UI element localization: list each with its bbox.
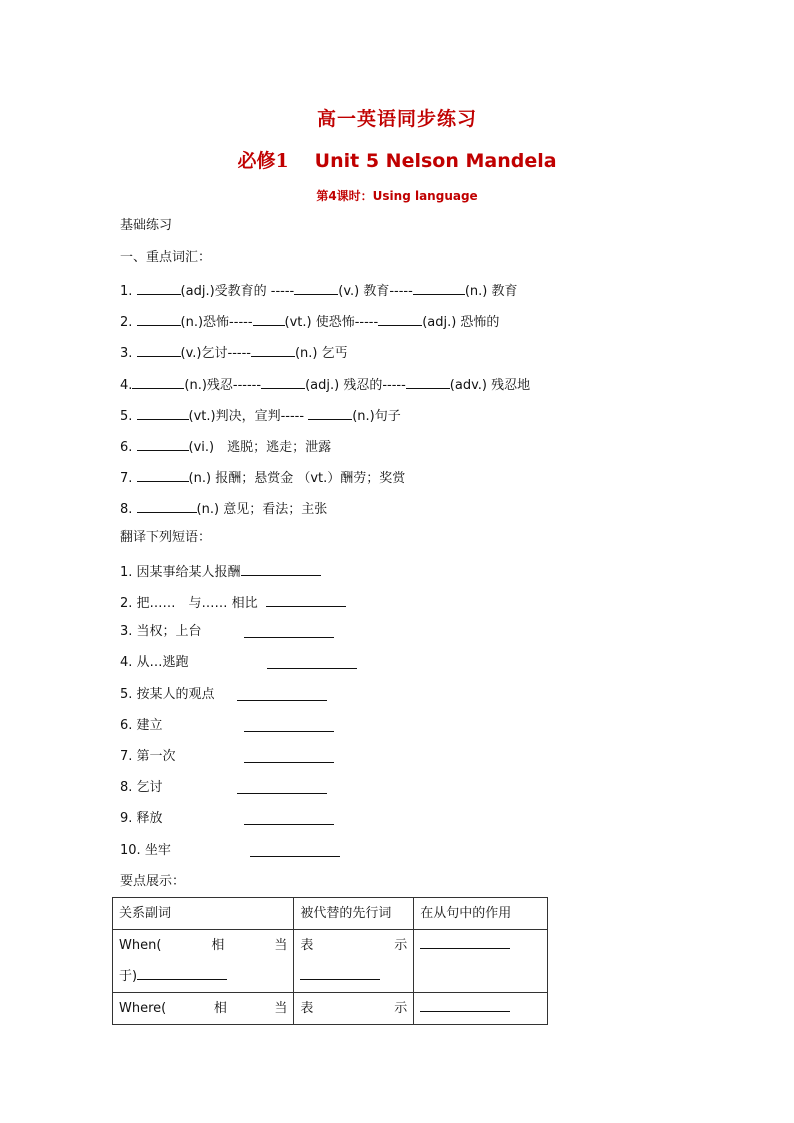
vocab-text: (adj.) 残忍的----- [305,378,406,393]
blank[interactable] [250,843,340,862]
table-cell: Where( 相 当 [113,993,294,1025]
table-cell [414,993,548,1025]
blank[interactable] [244,811,334,830]
vocab-item [120,312,499,331]
table-cell [414,930,548,993]
vocab-text: (n.) 乞丐 [294,346,348,361]
item-number: 10. [120,843,141,858]
phrase-text: 把…… 与…… 相比 [136,596,258,611]
phrase-text: 乞讨 [136,780,163,795]
vocab-text: (adj.)受教育的 ----- [180,284,295,299]
table-header-cell: 关系副词 [113,898,294,930]
phrase-text: 释放 [136,811,163,826]
item-number: 9. [120,811,133,826]
phrase-item [120,843,171,859]
phrase-item [120,593,346,612]
vocab-item [120,499,327,518]
unit-label: Unit 5 Nelson Mandela [314,150,557,172]
item-number: 7. [120,749,133,764]
vocab-item [120,375,530,394]
blank[interactable] [420,935,510,949]
phrase-item [120,811,163,827]
blank[interactable] [237,780,327,799]
book-label: 必修1 [237,150,289,172]
blank[interactable] [132,375,184,389]
blank[interactable] [137,406,189,420]
item-number: 3. [120,624,133,639]
blank[interactable] [300,966,380,980]
blank[interactable] [251,343,295,357]
phrase-text: 第一次 [136,749,176,764]
vocab-text: (v.) 教育----- [338,284,413,299]
blank[interactable] [266,593,346,607]
table-header-cell: 在从句中的作用 [414,898,548,930]
item-number: 5. [120,687,133,702]
phrase-item [120,687,215,703]
vocab-text: (n.)恐怖----- [180,315,253,330]
section-vocab: 一、重点词汇： [120,250,212,265]
item-number: 1. [120,565,133,580]
phrase-item [120,780,163,796]
item-number: 2. [120,596,133,611]
vocab-item [120,281,517,300]
phrase-item [120,718,163,734]
vocab-item [120,406,401,425]
blank[interactable] [378,312,422,326]
table-cell: 表 示 [294,930,414,993]
page-title: 高一英语同步练习 [316,108,477,130]
blank[interactable] [253,312,285,326]
blank[interactable] [420,998,510,1012]
section-points: 要点展示： [120,874,186,889]
item-number: 7. [120,471,133,486]
vocab-item [120,343,348,362]
blank[interactable] [137,468,189,482]
section-phrases: 翻译下列短语： [120,530,212,545]
blank[interactable] [137,499,197,513]
phrase-text: 因某事给某人报酬 [136,565,241,580]
vocab-text: (n.) 意见；看法；主张 [196,502,328,517]
blank[interactable] [267,655,357,674]
blank[interactable] [237,687,327,706]
blank[interactable] [137,312,181,326]
phrase-text: 建立 [136,718,163,733]
vocab-text: (n.) 报酬；悬赏金 （vt.）酬劳；奖赏 [188,471,406,486]
blank[interactable] [413,281,465,295]
item-number: 4. [120,655,133,670]
table-header-cell: 被代替的先行词 [294,898,414,930]
phrase-item [120,655,189,671]
vocab-item [120,468,405,487]
vocab-text: (v.)乞讨----- [180,346,251,361]
item-number: 8. [120,502,133,517]
blank[interactable] [241,562,321,576]
phrase-item [120,624,202,640]
blank[interactable] [137,281,181,295]
table-row [113,993,548,1025]
blank[interactable] [137,437,189,451]
vocab-text: (adv.) 残忍地 [449,378,531,393]
vocab-text: (n.)残忍------ [184,378,262,393]
phrase-text: 当权；上台 [136,624,202,639]
page-subtitle [0,146,794,173]
lesson-label: 第4课时：Using language [316,189,478,203]
item-number: 4. [120,378,133,393]
item-number: 1. [120,284,133,299]
item-number: 3. [120,346,133,361]
phrase-text: 按某人的观点 [136,687,215,702]
blank[interactable] [406,375,450,389]
phrase-text: 坐牢 [144,843,171,858]
blank[interactable] [244,749,334,768]
blank[interactable] [244,624,334,643]
phrase-item [120,749,176,765]
blank[interactable] [261,375,305,389]
item-number: 6. [120,718,133,733]
table-cell: When( 相 当 于) [113,930,294,993]
section-basic: 基础练习 [120,218,173,233]
vocab-text: (adj.) 恐怖的 [422,315,500,330]
vocab-text: (n.) 教育 [464,284,518,299]
item-number: 2. [120,315,133,330]
vocab-text: (vt.)判决，宣判----- [188,409,305,424]
vocab-text: (vi.) 逃脱；逃走；泄露 [188,440,332,455]
table-row [113,930,548,993]
item-number: 5. [120,409,133,424]
vocab-text: (vt.) 使恐怖----- [284,315,379,330]
points-table [112,897,548,1025]
blank[interactable] [137,966,227,980]
blank[interactable] [294,281,338,295]
phrase-item [120,562,321,581]
blank[interactable] [244,718,334,737]
table-header-row [113,898,548,930]
table-cell: 表 示 [294,993,414,1025]
item-number: 6. [120,440,133,455]
item-number: 8. [120,780,133,795]
phrase-text: 从…逃跑 [136,655,189,670]
blank[interactable] [137,343,181,357]
blank[interactable] [308,406,352,420]
vocab-item [120,437,331,456]
vocab-text: (n.)句子 [352,409,401,424]
